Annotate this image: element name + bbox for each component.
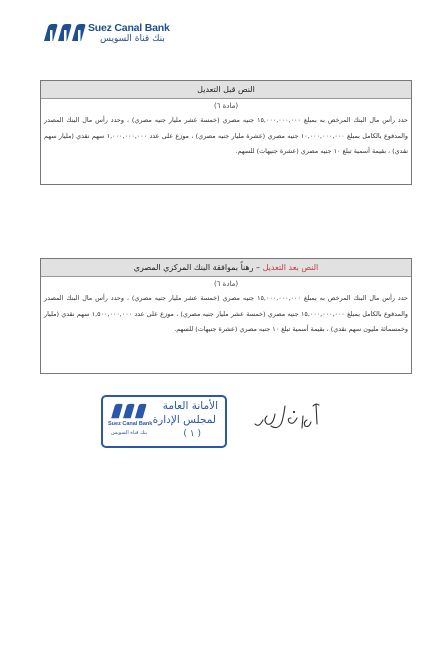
stamp-logo-icon (109, 403, 149, 420)
before-article-number: (مادة ٦) (213, 102, 239, 110)
stamp-number: ( ١ ) (183, 429, 201, 439)
stamp-bank-name-english: Suez Canal Bank (108, 421, 153, 427)
board-secretariat-stamp (101, 395, 227, 448)
after-title (41, 259, 411, 277)
bank-name-arabic: بنك قناة السويس (100, 34, 165, 44)
before-title: النص قبل التعديل (41, 81, 411, 99)
handwritten-signature (253, 398, 323, 434)
stamp-bank-name-arabic: بنك قناة السويس (111, 430, 148, 436)
bank-name-english: Suez Canal Bank (88, 22, 170, 34)
stamp-line-general-secretariat: الأمانة العامة (162, 400, 218, 412)
text-after-amendment-box (40, 258, 412, 374)
text-before-amendment-box (40, 80, 412, 185)
after-article-number: (مادة ٦) (213, 280, 239, 288)
before-article-text: حدد رأس مال البنك المرخص به بمبلغ ١٥,٠٠٠,٠٠٠,٠٠٠ جنيه مصري (خمسة عشر مليار جنيه مصري) ، وحدد رأس مال البنك المصدر والمدفوع بالكامل بمبلغ ١٠,٠٠٠,٠٠٠,٠٠٠ جنيه مصري (عشرة مليار جنيه مصري) ، موزع على عدد ١,٠٠٠,٠٠٠,٠٠٠ سهم نقدي (مليار سهم نقدي) ، بقيمة أسمية تبلغ ١٠ جنيه مصري (عشرة جنيهات) للسهم. (44, 116, 408, 155)
after-article-text: حدد رأس مال البنك المرخص به بمبلغ ١٥,٠٠٠,٠٠٠,٠٠٠ جنيه مصري (خمسة عشر مليار جنيه مصري) ، وحدد رأس مال البنك المصدر والمدفوع بالكامل بمبلغ ١٥,٠٠٠,٠٠٠,٠٠٠ جنيه مصري (خمسة عشر مليار جنيه مصري) ، موزع على عدد ١,٥٠٠,٠٠٠,٠٠٠ سهم نقدي (مليار وخمسمائة مليون سهم نقدي) ، بقيمة أسمية تبلغ ١٠ جنيه مصري (عشرة جنيهات) للسهم. (44, 294, 408, 333)
suez-canal-bank-logo-icon (42, 23, 88, 43)
after-title-condition: – رهناً بموافقة البنك المركزي المصري (133, 263, 261, 272)
stamp-line-board: لمجلس الإدارة (152, 414, 216, 426)
after-title-red: النص بعد التعديل (262, 263, 319, 272)
